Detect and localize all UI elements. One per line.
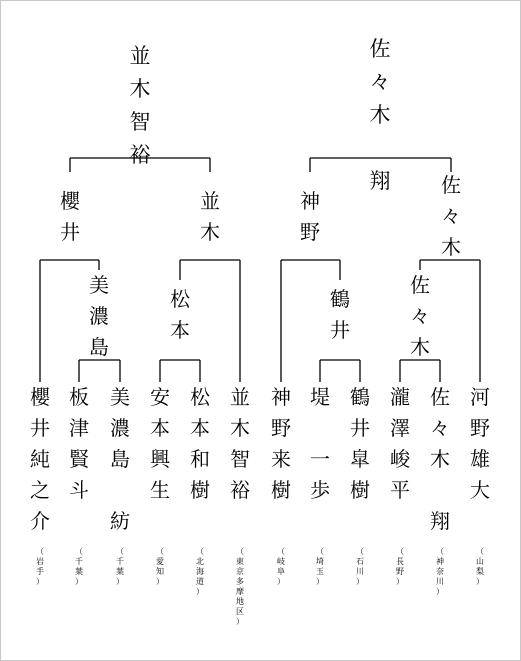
- char: 埼: [316, 557, 324, 566]
- char: 澤: [390, 416, 410, 440]
- char: ）: [116, 577, 124, 586]
- char: 手: [36, 567, 44, 576]
- player-prefecture: [353, 547, 367, 587]
- player-entry: [467, 382, 493, 587]
- player-prefecture: [433, 547, 447, 597]
- player-name: [427, 382, 453, 537]
- char: 海: [196, 567, 204, 576]
- char: 河: [470, 385, 490, 409]
- char: [370, 132, 391, 165]
- char: 岐: [277, 557, 285, 566]
- player-name: [347, 382, 373, 506]
- char: 神: [300, 189, 320, 213]
- char: 和: [190, 447, 210, 471]
- char: 京: [236, 567, 244, 576]
- char: ）: [156, 577, 164, 586]
- semi-winner-sakurai: [57, 186, 83, 248]
- char: 樹: [350, 478, 370, 502]
- char: 樹: [271, 478, 291, 502]
- char: 濃: [89, 304, 109, 328]
- char: 葉: [116, 567, 124, 576]
- char: 櫻: [30, 385, 50, 409]
- char: 葉: [75, 567, 83, 576]
- semi-winner-namiki: [197, 186, 223, 248]
- char: 神: [271, 385, 291, 409]
- char: （: [436, 547, 444, 556]
- player-prefecture: [233, 547, 247, 627]
- char: 石: [356, 557, 364, 566]
- char: 佐: [430, 385, 450, 409]
- char: 並: [230, 385, 250, 409]
- char: 平: [390, 478, 410, 502]
- char: ）: [36, 577, 44, 586]
- player-entry: [387, 382, 413, 587]
- char: 野: [396, 567, 404, 576]
- char: 木: [200, 220, 220, 244]
- char: 美: [110, 385, 130, 409]
- char: 木: [369, 103, 391, 127]
- char: 裕: [230, 478, 250, 502]
- player-name: [227, 382, 253, 506]
- player-prefecture: [393, 547, 407, 587]
- char: 美: [89, 273, 109, 297]
- char: 野: [271, 416, 291, 440]
- char: 佐: [441, 173, 461, 197]
- char: 井: [60, 220, 80, 244]
- char: 裕: [129, 143, 151, 167]
- char: [310, 413, 330, 444]
- char: 松: [170, 287, 190, 311]
- quarter-winner-minoshima: [86, 270, 112, 363]
- char: 智: [129, 110, 151, 134]
- char: 島: [89, 335, 109, 359]
- char: 翔: [430, 509, 450, 533]
- char: ）: [476, 577, 484, 586]
- char: 興: [150, 447, 170, 471]
- player-prefecture: [274, 547, 288, 587]
- char: 阜: [277, 567, 285, 576]
- char: ）: [396, 577, 404, 586]
- char: ）: [316, 577, 324, 586]
- char: 賢: [69, 447, 89, 471]
- player-name: [27, 382, 53, 537]
- char: 智: [230, 447, 250, 471]
- char: ）: [277, 577, 285, 586]
- char: [110, 475, 130, 506]
- char: 並: [129, 44, 151, 68]
- player-entry: [347, 382, 373, 587]
- char: 雄: [470, 447, 490, 471]
- char: 神: [436, 557, 444, 566]
- char: ）: [196, 587, 204, 596]
- player-entry: [107, 382, 133, 587]
- char: 安: [150, 385, 170, 409]
- char: ）: [236, 617, 244, 626]
- player-prefecture: [113, 547, 127, 587]
- player-prefecture: [193, 547, 207, 597]
- char: 来: [271, 447, 291, 471]
- char: （: [277, 547, 285, 556]
- semi-winner-kamino: [297, 186, 323, 248]
- char: 長: [396, 557, 404, 566]
- char: 岩: [36, 557, 44, 566]
- char: 本: [190, 416, 210, 440]
- player-name: [307, 382, 333, 506]
- char: 井: [30, 416, 50, 440]
- char: 野: [470, 416, 490, 440]
- char: 一: [310, 447, 330, 471]
- char: 生: [150, 478, 170, 502]
- char: （: [196, 547, 204, 556]
- char: （: [36, 547, 44, 556]
- char: （: [156, 547, 164, 556]
- char: 々: [441, 204, 461, 228]
- char: （: [396, 547, 404, 556]
- char: 区: [236, 607, 244, 616]
- char: 純: [30, 447, 50, 471]
- player-entry: [147, 382, 173, 587]
- char: 樹: [190, 478, 210, 502]
- quarter-winner-sasaki: [407, 270, 433, 363]
- char: 本: [170, 318, 190, 342]
- char: 東: [236, 557, 244, 566]
- char: 瀧: [390, 385, 410, 409]
- char: 梨: [476, 567, 484, 576]
- char: 知: [156, 567, 164, 576]
- char: 千: [75, 557, 83, 566]
- char: 皐: [350, 447, 370, 471]
- char: 千: [116, 557, 124, 566]
- char: 木: [410, 335, 430, 359]
- char: （: [116, 547, 124, 556]
- char: ）: [75, 577, 83, 586]
- char: 北: [196, 557, 204, 566]
- char: 道: [196, 577, 204, 586]
- player-entry: [227, 382, 253, 627]
- semi-winner-sasaki: [438, 170, 464, 263]
- char: 濃: [110, 416, 130, 440]
- quarter-winner-tsurui: [327, 284, 353, 346]
- player-name: [467, 382, 493, 506]
- char: ）: [436, 587, 444, 596]
- char: 佐: [369, 37, 391, 61]
- char: （: [236, 547, 244, 556]
- char: 川: [356, 567, 364, 576]
- char: （: [476, 547, 484, 556]
- player-prefecture: [72, 547, 86, 587]
- char: 本: [150, 416, 170, 440]
- char: 大: [470, 478, 490, 502]
- char: 山: [476, 557, 484, 566]
- player-prefecture: [313, 547, 327, 587]
- char: 介: [30, 509, 50, 533]
- char: 々: [410, 304, 430, 328]
- player-name: [187, 382, 213, 506]
- char: 川: [436, 577, 444, 586]
- char: 摩: [236, 587, 244, 596]
- player-entry: [307, 382, 333, 587]
- char: （: [316, 547, 324, 556]
- char: （: [75, 547, 83, 556]
- player-prefecture: [33, 547, 47, 587]
- player-prefecture: [153, 547, 167, 587]
- char: 木: [230, 416, 250, 440]
- char: 木: [441, 235, 461, 259]
- char: ）: [356, 577, 364, 586]
- char: 紡: [110, 509, 130, 533]
- player-name: [147, 382, 173, 506]
- char: 木: [129, 77, 151, 101]
- char: 島: [110, 447, 130, 471]
- char: 板: [69, 385, 89, 409]
- char: 地: [236, 597, 244, 606]
- char: [430, 475, 450, 506]
- char: 木: [430, 447, 450, 471]
- char: 野: [300, 220, 320, 244]
- char: 斗: [69, 478, 89, 502]
- char: 並: [200, 189, 220, 213]
- char: 井: [330, 318, 350, 342]
- char: 々: [369, 70, 391, 94]
- player-name: [387, 382, 413, 506]
- char: 鶴: [350, 385, 370, 409]
- player-name: [107, 382, 133, 537]
- char: 々: [430, 416, 450, 440]
- final-winner-left: [127, 40, 153, 172]
- char: 井: [350, 416, 370, 440]
- char: 峻: [390, 447, 410, 471]
- player-entry: [66, 382, 92, 587]
- char: 玉: [316, 567, 324, 576]
- player-prefecture: [473, 547, 487, 587]
- char: 之: [30, 478, 50, 502]
- char: 多: [236, 577, 244, 586]
- char: 櫻: [60, 189, 80, 213]
- char: 津: [69, 416, 89, 440]
- player-entry: [187, 382, 213, 597]
- player-entry: [427, 382, 453, 597]
- player-entry: [27, 382, 53, 587]
- player-name: [268, 382, 294, 506]
- char: 佐: [410, 273, 430, 297]
- char: 翔: [369, 169, 391, 193]
- final-winner-right: [367, 33, 393, 198]
- char: 奈: [436, 567, 444, 576]
- player-entry: [268, 382, 294, 587]
- char: 堤: [310, 385, 330, 409]
- quarter-winner-matsumoto: [167, 284, 193, 346]
- char: 歩: [310, 478, 330, 502]
- player-name: [66, 382, 92, 506]
- char: 愛: [156, 557, 164, 566]
- char: 鶴: [330, 287, 350, 311]
- char: （: [356, 547, 364, 556]
- char: 松: [190, 385, 210, 409]
